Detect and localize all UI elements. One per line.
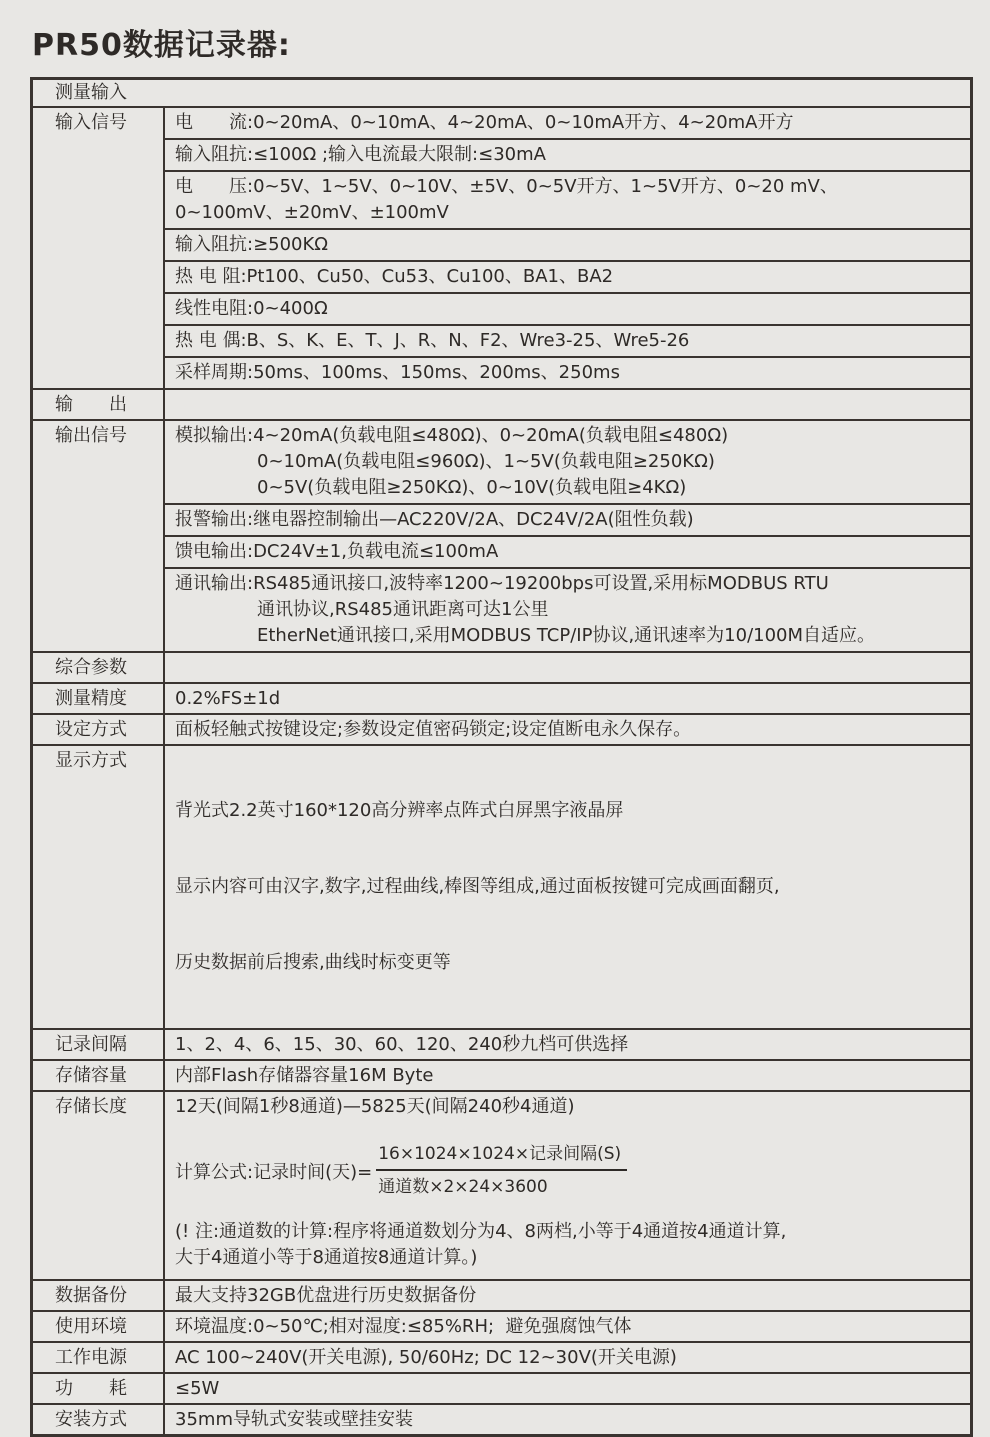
data-backup-content bbox=[165, 1281, 970, 1310]
sub-row-analog-output bbox=[165, 421, 970, 503]
storage-length-note-line1: (! 注:通道数的计算:程序将通道数划分为4、8两档,小等于4通道按4通道计算, bbox=[175, 1221, 787, 1242]
row-label-data-backup: 数据备份 bbox=[33, 1281, 165, 1310]
storage-length-note-line2: 大于4通道小等于8通道按8通道计算。) bbox=[175, 1247, 478, 1268]
row-storage-length bbox=[33, 1090, 970, 1279]
formula-prefix: 计算公式:记录时间(天)= bbox=[175, 1161, 373, 1183]
row-display-method bbox=[33, 744, 970, 1028]
row-power-supply bbox=[33, 1341, 970, 1372]
row-installation bbox=[33, 1403, 970, 1434]
current-spec: 电 流:0~20mA、0~10mA、4~20mA、0~10mA开方、4~20mA开方 bbox=[175, 112, 794, 133]
voltage-impedance-spec: 输入阻抗:≥500KΩ bbox=[175, 234, 329, 255]
section-row-general-params bbox=[33, 651, 970, 682]
display-method-line1: 背光式2.2英寸160*120高分辨率点阵式白屏黑字液晶屏 bbox=[175, 800, 624, 821]
power-supply-value: AC 100~240V(开关电源), 50/60Hz; DC 12~30V(开关电源) bbox=[175, 1347, 677, 1368]
row-label-display-method: 显示方式 bbox=[33, 746, 165, 1028]
sub-row-voltage bbox=[165, 170, 970, 228]
section-output-empty-cell bbox=[165, 390, 970, 419]
input-signal-content bbox=[165, 108, 970, 388]
storage-capacity-content bbox=[165, 1061, 970, 1090]
current-impedance-spec: 输入阻抗:≤100Ω ;输入电流最大限制:≤30mA bbox=[175, 144, 546, 165]
voltage-spec-line1: 电 压:0~5V、1~5V、0~10V、±5V、0~5V开方、1~5V开方、0~20 mV、 bbox=[175, 176, 838, 197]
formula-fraction bbox=[376, 1142, 627, 1199]
power-consumption-content bbox=[165, 1374, 970, 1403]
analog-output-line2: 0~10mA(负载电阻≤960Ω)、1~5V(负载电阻≥250KΩ) bbox=[257, 451, 715, 472]
row-data-backup bbox=[33, 1279, 970, 1310]
storage-length-body bbox=[165, 1092, 970, 1279]
accuracy-value: 0.2%FS±1d bbox=[175, 688, 281, 709]
sub-row-voltage-impedance bbox=[165, 228, 970, 260]
sub-row-current bbox=[165, 108, 970, 138]
sub-row-current-impedance bbox=[165, 138, 970, 170]
row-label-storage-capacity: 存储容量 bbox=[33, 1061, 165, 1090]
section-label-measure-input: 测量输入 bbox=[55, 82, 127, 103]
sub-row-feed-output bbox=[165, 535, 970, 567]
display-method-line2: 显示内容可由汉字,数字,过程曲线,棒图等组成,通过面板按键可完成画面翻页, bbox=[175, 876, 780, 897]
row-record-interval bbox=[33, 1028, 970, 1059]
sub-row-rtd bbox=[165, 260, 970, 292]
row-setting-method bbox=[33, 713, 970, 744]
power-supply-content bbox=[165, 1343, 970, 1372]
storage-length-range: 12天(间隔1秒8通道)—5825天(间隔240秒4通道) bbox=[175, 1096, 575, 1117]
storage-length-content bbox=[165, 1092, 970, 1279]
row-label-input-signal: 输入信号 bbox=[33, 108, 165, 388]
row-label-power-supply: 工作电源 bbox=[33, 1343, 165, 1372]
row-storage-capacity bbox=[33, 1059, 970, 1090]
setting-method-value: 面板轻触式按键设定;参数设定值密码锁定;设定值断电永久保存。 bbox=[175, 719, 692, 740]
record-interval-content bbox=[165, 1030, 970, 1059]
spec-table bbox=[30, 77, 973, 1437]
sampling-period-spec: 采样周期:50ms、100ms、150ms、200ms、250ms bbox=[175, 362, 620, 383]
voltage-spec-line2: 0~100mV、±20mV、±100mV bbox=[175, 202, 449, 223]
row-label-record-interval: 记录间隔 bbox=[33, 1030, 165, 1059]
alarm-output-spec: 报警输出:继电器控制输出—AC220V/2A、DC24V/2A(阻性负载) bbox=[175, 509, 694, 530]
environment-content bbox=[165, 1312, 970, 1341]
installation-value: 35mm导轨式安装或壁挂安装 bbox=[175, 1409, 413, 1430]
row-label-setting-method: 设定方式 bbox=[33, 715, 165, 744]
thermocouple-spec: 热 电 偶:B、S、K、E、T、J、R、N、F2、Wre3-25、Wre5-26 bbox=[175, 330, 690, 351]
row-environment bbox=[33, 1310, 970, 1341]
accuracy-content bbox=[165, 684, 970, 713]
formula-numerator: 16×1024×1024×记录间隔(S) bbox=[376, 1142, 627, 1171]
setting-method-content bbox=[165, 715, 970, 744]
row-label-environment: 使用环境 bbox=[33, 1312, 165, 1341]
section-label-general-params: 综合参数 bbox=[33, 653, 165, 682]
row-accuracy bbox=[33, 682, 970, 713]
storage-length-note bbox=[175, 1219, 964, 1271]
row-label-installation: 安装方式 bbox=[33, 1405, 165, 1434]
installation-content bbox=[165, 1405, 970, 1434]
comm-output-line2: 通讯协议,RS485通讯距离可达1公里 bbox=[257, 599, 549, 620]
power-consumption-value: ≤5W bbox=[175, 1378, 220, 1399]
linear-resistance-spec: 线性电阻:0~400Ω bbox=[175, 298, 328, 319]
row-power-consumption bbox=[33, 1372, 970, 1403]
section-label-output: 输 出 bbox=[33, 390, 165, 419]
page-title: PR50数据记录器: bbox=[32, 28, 291, 63]
section-general-empty-cell bbox=[165, 653, 970, 682]
sub-row-thermocouple bbox=[165, 324, 970, 356]
row-label-accuracy: 测量精度 bbox=[33, 684, 165, 713]
analog-output-line3: 0~5V(负载电阻≥250KΩ)、0~10V(负载电阻≥4KΩ) bbox=[257, 477, 687, 498]
row-label-output-signal: 输出信号 bbox=[33, 421, 165, 651]
output-signal-content bbox=[165, 421, 970, 651]
sub-row-sampling-period bbox=[165, 356, 970, 388]
section-row-measure-input bbox=[33, 80, 970, 106]
row-input-signal bbox=[33, 106, 970, 388]
section-row-output bbox=[33, 388, 970, 419]
storage-length-formula bbox=[175, 1142, 964, 1199]
formula-denominator: 通道数×2×24×3600 bbox=[378, 1177, 548, 1197]
display-method-content bbox=[165, 746, 970, 1028]
environment-value: 环境温度:0~50℃;相对湿度:≤85%RH; 避免强腐蚀气体 bbox=[175, 1316, 632, 1337]
row-label-power-consumption: 功 耗 bbox=[33, 1374, 165, 1403]
storage-capacity-value: 内部Flash存储器容量16M Byte bbox=[175, 1065, 434, 1086]
row-label-storage-length: 存储长度 bbox=[33, 1092, 165, 1279]
comm-output-line3: EtherNet通讯接口,采用MODBUS TCP/IP协议,通讯速率为10/100M自适应。 bbox=[257, 625, 876, 646]
sub-row-linear-resistance bbox=[165, 292, 970, 324]
record-interval-value: 1、2、4、6、15、30、60、120、240秒九档可供选择 bbox=[175, 1034, 629, 1055]
feed-output-spec: 馈电输出:DC24V±1,负载电流≤100mA bbox=[175, 541, 499, 562]
data-backup-value: 最大支持32GB优盘进行历史数据备份 bbox=[175, 1285, 477, 1306]
display-method-line3: 历史数据前后搜索,曲线时标变更等 bbox=[175, 952, 451, 973]
sub-row-alarm-output bbox=[165, 503, 970, 535]
rtd-spec: 热 电 阻:Pt100、Cu50、Cu53、Cu100、BA1、BA2 bbox=[175, 266, 614, 287]
display-method-lines bbox=[165, 746, 970, 1028]
analog-output-line1: 模拟输出:4~20mA(负载电阻≤480Ω)、0~20mA(负载电阻≤480Ω) bbox=[175, 425, 729, 446]
row-output-signal bbox=[33, 419, 970, 651]
comm-output-line1: 通讯输出:RS485通讯接口,波特率1200~19200bps可设置,采用标MODBUS RTU bbox=[175, 573, 829, 594]
sub-row-comm-output bbox=[165, 567, 970, 651]
